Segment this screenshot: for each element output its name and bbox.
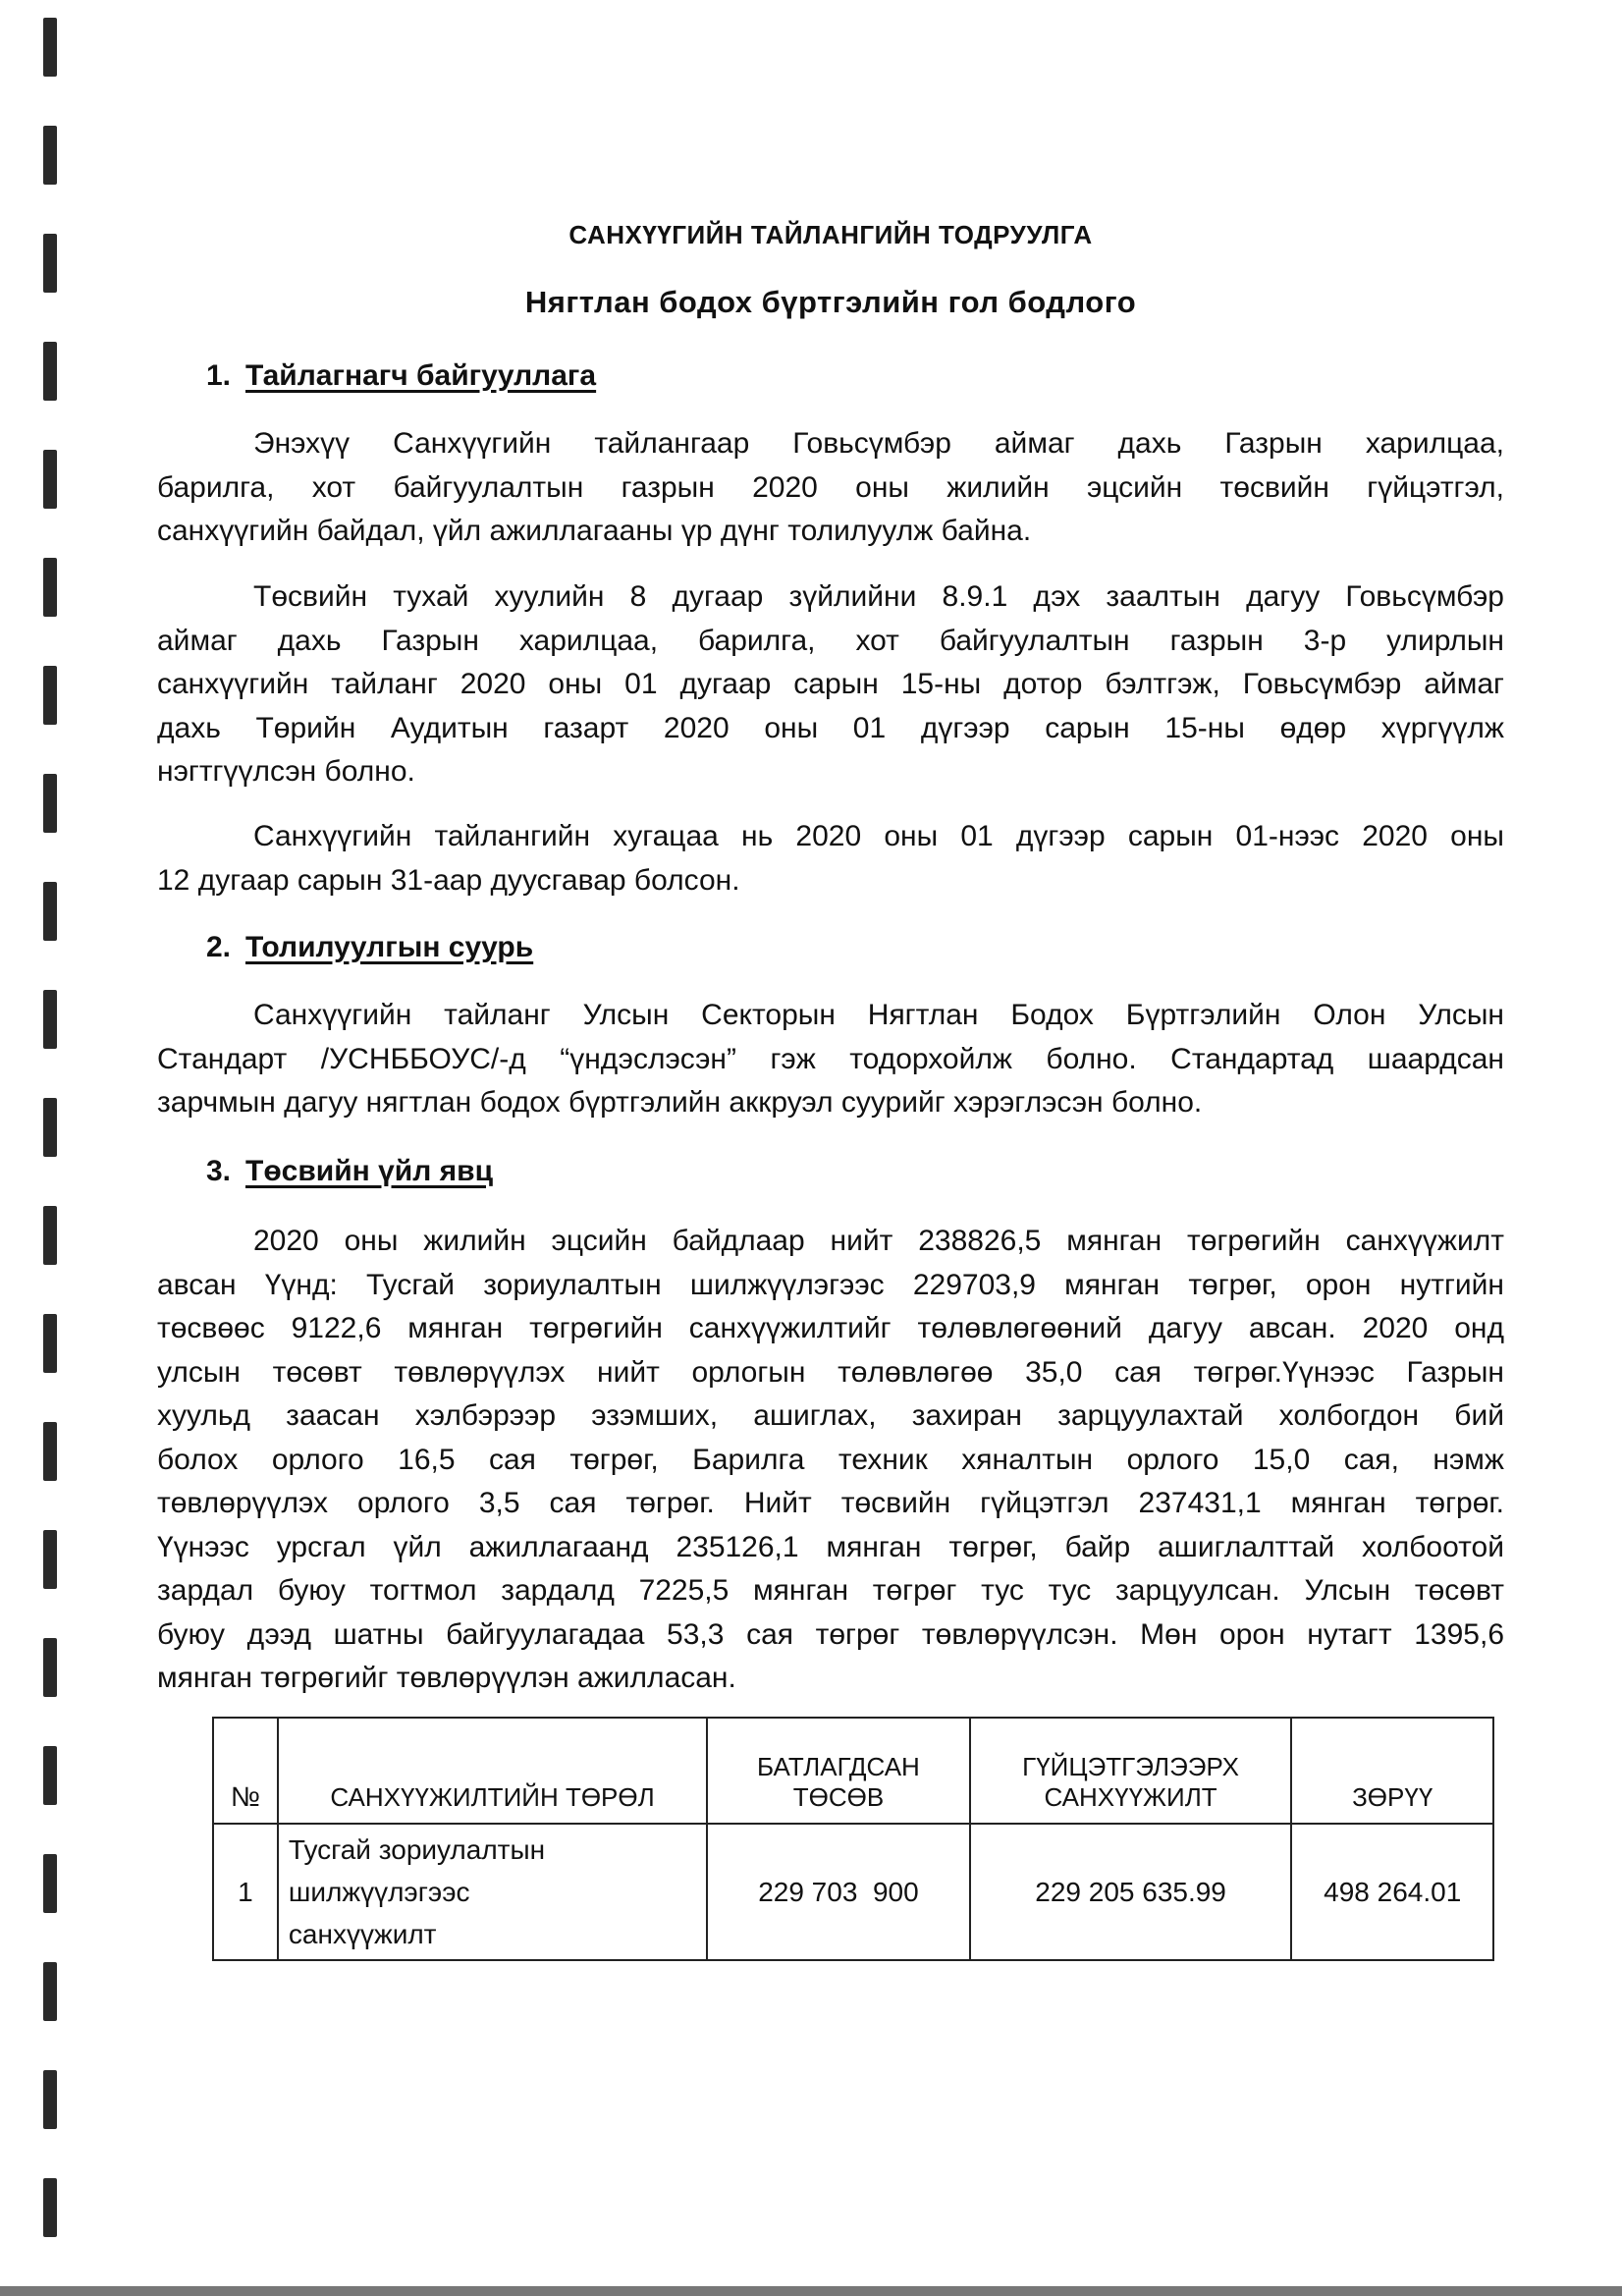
paragraph [157, 575, 1504, 794]
table-header-row [213, 1718, 1493, 1824]
col-header-type: САНХҮҮЖИЛТИЙН ТӨРӨЛ [278, 1718, 707, 1824]
text-line: 2020 оны жилийн эцсийн байдлаар нийт 238826,5 мянган төгрөгийн санхүүжилт [253, 1225, 1504, 1257]
paragraph [157, 422, 1504, 554]
text-line: болох орлого 16,5 сая төгрөг, Барилга техник хяналтын орлого 15,0 сая, нэмж [157, 1443, 1504, 1476]
binding-mark [43, 882, 57, 941]
section-heading-3 [206, 1155, 493, 1188]
col-header-approved [707, 1718, 970, 1824]
text-line: санхүүгийн тайланг 2020 оны 01 дугаар сарын 15-ны дотор бэлтгэж, Говьсүмбэр аймаг [157, 668, 1504, 700]
text-line: санхүүгийн байдал, үйл ажиллагааны үр дүнг толилуулж байна. [157, 515, 1032, 547]
document-title: САНХҮҮГИЙН ТАЙЛАНГИЙН ТОДРУУЛГА [568, 220, 1093, 249]
header-line: ГҮЙЦЭТГЭЛЭЭРХ [1022, 1752, 1240, 1781]
binding-mark [43, 1422, 57, 1481]
cell-line: санхүүжилт [288, 1919, 437, 1949]
binding-mark [43, 18, 57, 77]
binding-mark [43, 1206, 57, 1265]
text-line: зарчмын дагуу нягтлан бодох бүртгэлийн аккруэл суурийг хэрэглэсэн болно. [157, 1086, 1203, 1119]
binding-mark [43, 666, 57, 725]
section-number: 1. [206, 359, 232, 392]
text-line: авсан Үүнд: Тусгай зориулалтын шилжүүлэгээс 229703,9 мянган төгрөг, орон нутгийн [157, 1268, 1504, 1301]
cell-line: шилжүүлэгээс [288, 1877, 470, 1907]
binding-mark [43, 1962, 57, 2021]
paragraph [157, 1220, 1504, 1701]
text-line: барилга, хот байгуулалтын газрын 2020 оны жилийн эцсийн төсвийн гүйцэтгэл, [157, 470, 1504, 504]
col-header-performance [970, 1718, 1292, 1824]
col-header-number: № [213, 1718, 278, 1824]
text-line: мянган төгрөгийг төвлөрүүлэн ажилласан. [157, 1662, 736, 1694]
text-line: аймаг дахь Газрын харилцаа, барилга, хот байгуулалтын газрын 3-р улирлын [157, 624, 1504, 657]
text-line: улсын төсөвт төвлөрүүлэх нийт орлогын төлөвлөгөө 35,0 сая төгрөг.Үүнээс Газрын [157, 1355, 1504, 1389]
binding-mark [43, 1854, 57, 1913]
text-line: төсвөөс 9122,6 мянган төгрөгийн санхүүжилтийг төлөвлөгөөний дагуу авсан. 2020 онд [157, 1312, 1504, 1344]
binding-mark [43, 774, 57, 833]
cell-type [278, 1824, 707, 1960]
section-heading-2 [206, 931, 533, 964]
text-line: нэгтгүүлсэн болно. [157, 755, 415, 788]
binding-mark [43, 1638, 57, 1697]
financing-table [212, 1717, 1494, 1961]
cell-line: Тусгай зориулалтын [288, 1834, 546, 1865]
paragraph [157, 815, 1504, 902]
binding-marks [0, 0, 79, 2296]
col-header-difference: ЗӨРҮҮ [1291, 1718, 1493, 1824]
header-line: ТӨСӨВ [792, 1782, 885, 1812]
binding-mark [43, 1530, 57, 1589]
binding-mark [43, 126, 57, 185]
header-line: БАТЛАГДСАН [757, 1752, 920, 1781]
document-subtitle: Нягтлан бодох бүртгэлийн гол бодлого [524, 285, 1137, 319]
binding-mark [43, 234, 57, 293]
text-line: Стандарт /УСНББОУС/-д “үндэслэсэн” гэж тодорхойлж болно. Стандартад шаардсан [157, 1042, 1504, 1075]
binding-mark [43, 2178, 57, 2237]
text-line: зардал буюу тогтмол зардалд 7225,5 мянган төгрөг тус тус зарцуулсан. Улсын төсөвт [157, 1574, 1504, 1607]
text-line: дахь Төрийн Аудитын газарт 2020 оны 01 дүгээр сарын 15-ны өдөр хүргүүлж [157, 711, 1504, 744]
text-line: Төсвийн тухай хуулийн 8 дугаар зүйлийни 8.9.1 дэх заалтын дагуу Говьсүмбэр [253, 580, 1504, 613]
binding-mark [43, 1746, 57, 1805]
text-line: Санхүүгийн тайлангийн хугацаа нь 2020 оны 01 дүгээр сарын 01-нээс 2020 оны [253, 820, 1504, 852]
text-line: Санхүүгийн тайланг Улсын Секторын Нягтлан Бодох Бүртгэлийн Олон Улсын [253, 999, 1504, 1031]
header-line: САНХҮҮЖИЛТ [1044, 1782, 1217, 1812]
text-line: Энэхүү Санхүүгийн тайлангаар Говьсүмбэр аймаг дахь Газрын харилцаа, [253, 427, 1504, 460]
text-line: 12 дугаар сарын 31-аар дуусгавар болсон. [157, 863, 740, 897]
section-title: Тайлагнагч байгууллага [245, 359, 597, 392]
binding-mark [43, 1314, 57, 1373]
binding-mark [43, 990, 57, 1049]
section-title: Төсвийн үйл явц [245, 1155, 494, 1187]
page-bottom-edge [0, 2286, 1622, 2296]
binding-mark [43, 2070, 57, 2129]
cell-difference: 498 264.01 [1291, 1824, 1493, 1960]
binding-mark [43, 450, 57, 509]
section-title: Толилуулгын суурь [245, 931, 534, 963]
cell-number: 1 [213, 1824, 278, 1960]
cell-approved: 229 703 900 [707, 1824, 970, 1960]
text-line: Үүнээс урсгал үйл ажиллагаанд 235126,1 мянган төгрөг, байр ашиглалттай холбоотой [157, 1530, 1504, 1563]
section-number: 3. [206, 1155, 232, 1187]
binding-mark [43, 558, 57, 617]
binding-mark [43, 1098, 57, 1157]
text-line: хуульд заасан хэлбэрээр эзэмших, ашиглах, захиран зарцуулахтай холбогдон бий [157, 1399, 1504, 1432]
text-line: буюу дээд шатны байгуулагадаа 53,3 сая төгрөг төвлөрүүлсэн. Мөн орон нутагт 1395,6 [157, 1617, 1504, 1651]
text-line: төвлөрүүлэх орлого 3,5 сая төгрөг. Нийт төсвийн гүйцэтгэл 237431,1 мянган төгрөг. [157, 1487, 1504, 1519]
section-number: 2. [206, 931, 232, 963]
cell-performance: 229 205 635.99 [970, 1824, 1292, 1960]
section-heading-1 [206, 359, 596, 393]
paragraph [157, 994, 1504, 1125]
binding-mark [43, 342, 57, 401]
table-row [213, 1824, 1493, 1960]
